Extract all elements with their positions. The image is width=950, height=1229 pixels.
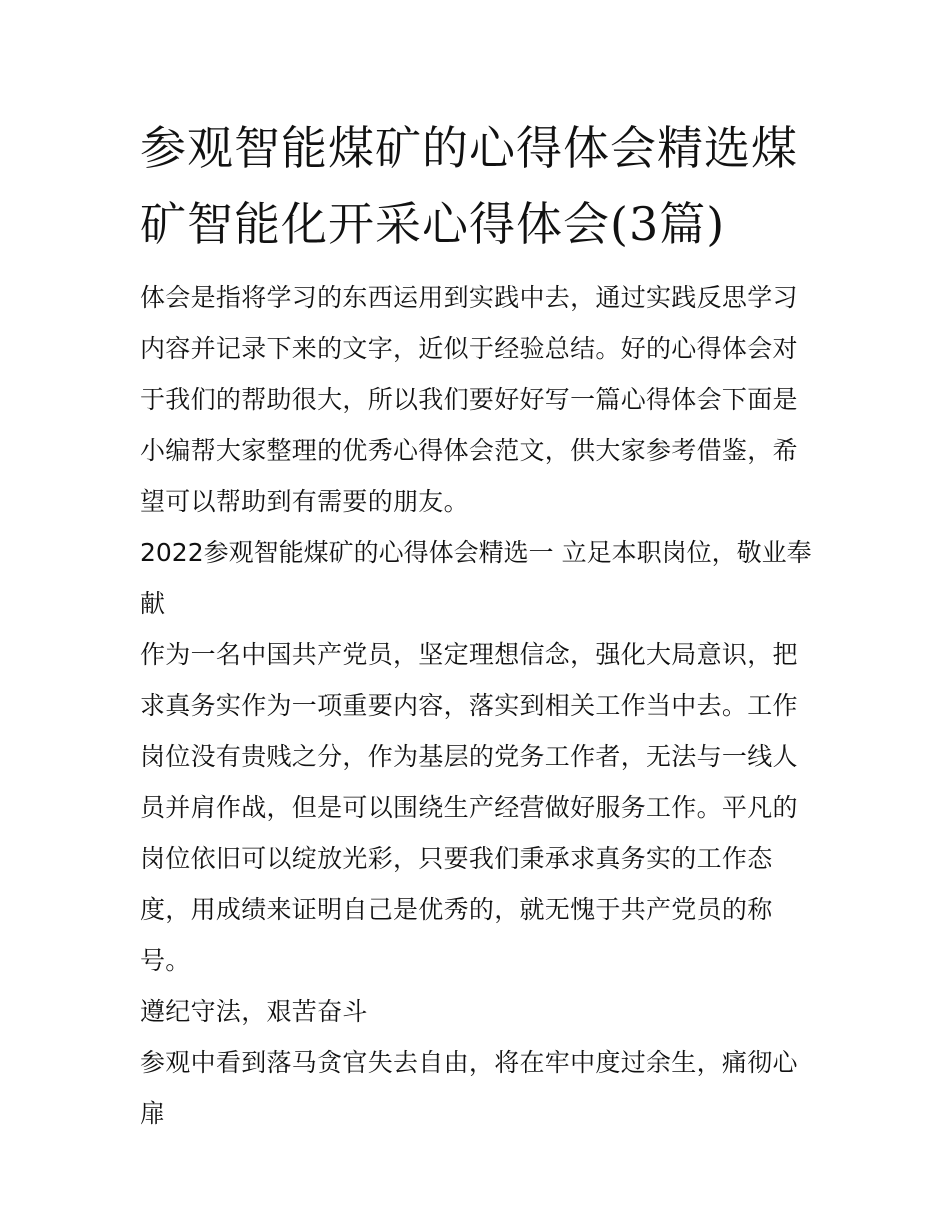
section-heading: 2022参观智能煤矿的心得体会精选一 立足本职岗位，敬业奉献 <box>140 538 812 618</box>
document-title: 参观智能煤矿的心得体会精选煤矿智能化开采心得体会(3篇) <box>140 121 798 251</box>
body-paragraph-truncated: 参观中看到落马贪官失去自由，将在牢中度过余生，痛彻心扉 <box>140 1048 798 1128</box>
document-page <box>140 110 816 1139</box>
subheading: 遵纪守法，艰苦奋斗 <box>140 997 368 1026</box>
body-paragraph: 作为一名中国共产党员，坚定理想信念，强化大局意识，把求真务实作为一项重要内容，落实到相关工作当中去。工作岗位没有贵贱之分，作为基层的党务工作者，无法与一线人员并肩作战，但是可以围绕生产经营做好服务工作。平凡的岗位依旧可以绽放光彩，只要我们秉承求真务实的工作态度，用成绩来证明自己是优秀的，就无愧于共产党员的称号。 <box>140 640 798 975</box>
intro-paragraph: 体会是指将学习的东西运用到实践中去，通过实践反思学习内容并记录下来的文字，近似于经验总结。好的心得体会对于我们的帮助很大，所以我们要好好写一篇心得体会下面是小编帮大家整理的优秀心得体会范文，供大家参考借鉴，希望可以帮助到有需要的朋友。 <box>140 283 798 516</box>
